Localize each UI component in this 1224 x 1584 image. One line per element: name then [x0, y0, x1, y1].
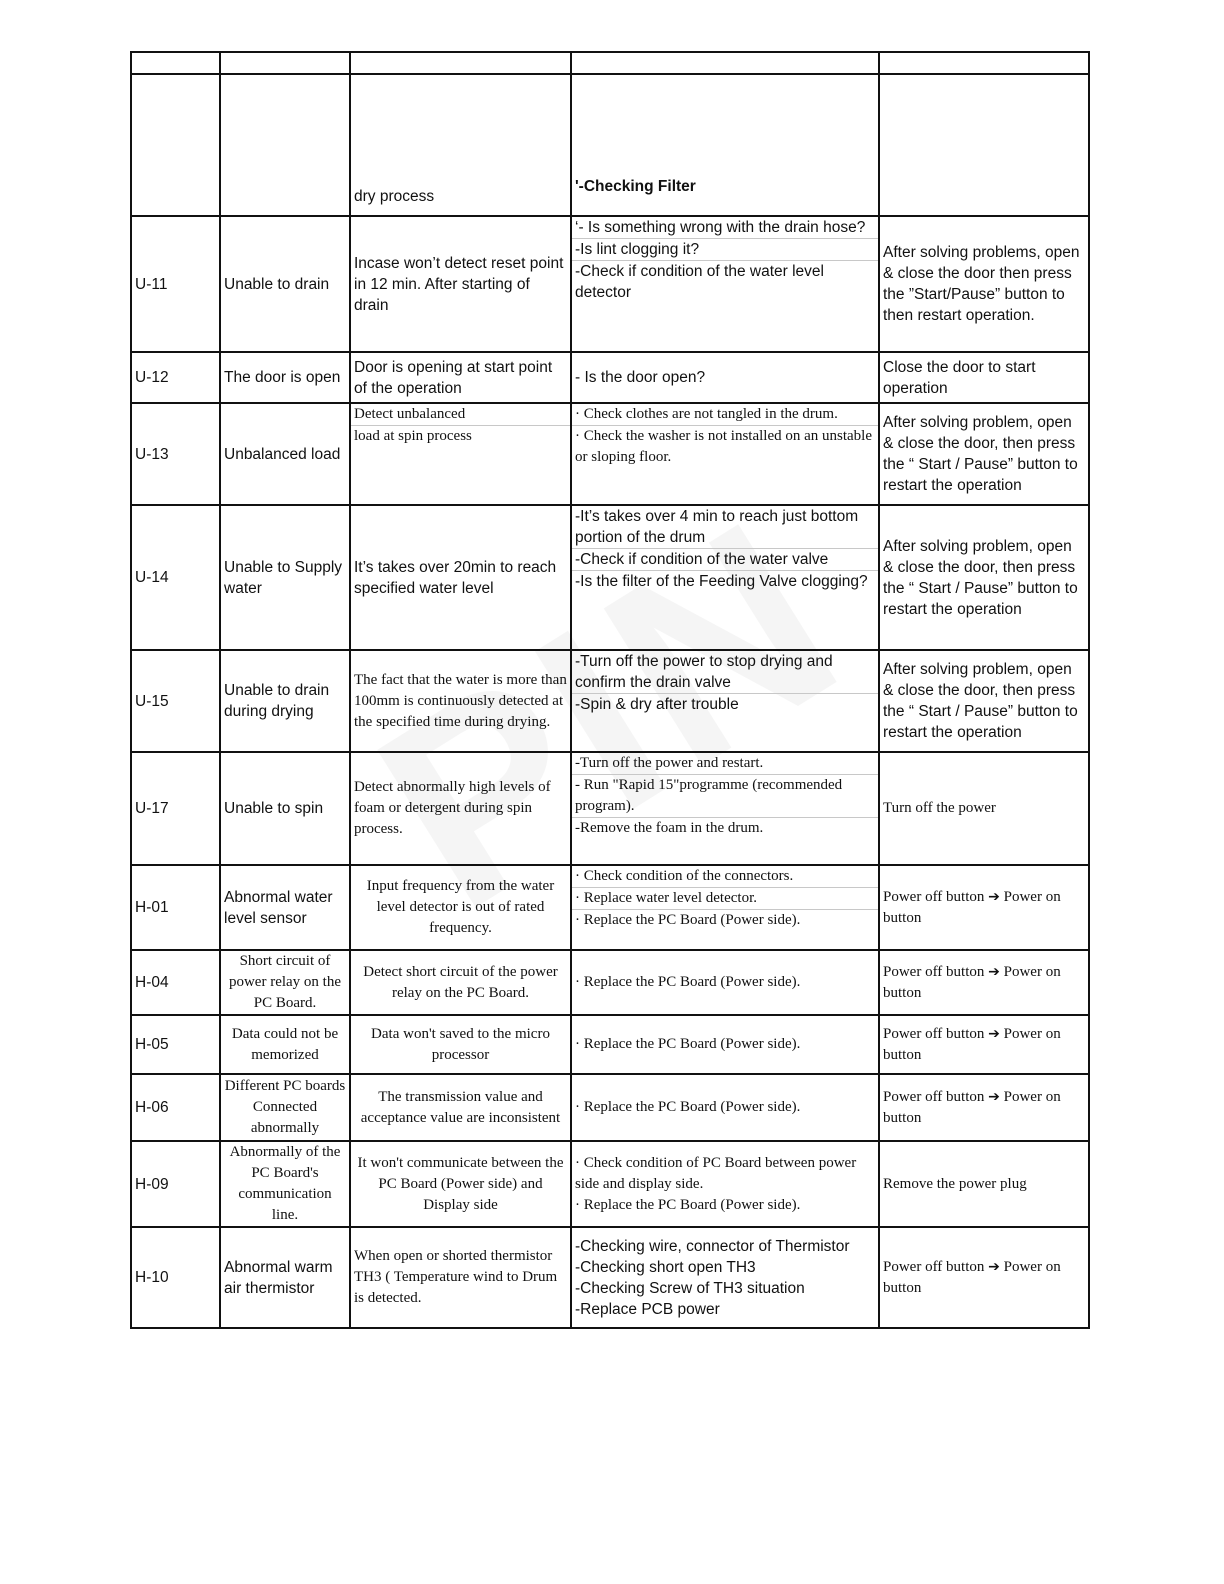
check-item: -Remove the foam in the drum. [572, 817, 878, 839]
check-item: -Is lint clogging it? [572, 238, 878, 260]
remedy: Remove the power plug [879, 1141, 1089, 1227]
cause-part: Detect unbalanced [354, 406, 466, 422]
check-item: -Turn off the power to stop drying and confirm the drain valve [575, 653, 833, 691]
error-cause [350, 403, 571, 505]
error-cause: When open or shorted thermistor TH3 ( Temperature wind to Drum is detected. [350, 1227, 571, 1328]
error-code: U-17 [131, 752, 220, 865]
error-code: U-12 [131, 352, 220, 403]
error-code: H-05 [131, 1015, 220, 1074]
error-cause: Input frequency from the water level detector is out of rated frequency. [350, 865, 571, 950]
table-row [131, 352, 1089, 403]
check-list [571, 1141, 879, 1227]
remedy [879, 1015, 1089, 1074]
error-code: H-04 [131, 950, 220, 1015]
check-list [571, 752, 879, 865]
check-item: - Is the door open? [571, 352, 879, 403]
table-header-row [131, 52, 1089, 74]
error-cause: Detect abnormally high levels of foam or detergent during spin process. [350, 752, 571, 865]
check-list [571, 216, 879, 352]
check-item: - Run "Rapid 15"programme (recommended program). [572, 774, 878, 817]
remedy [879, 950, 1089, 1015]
check-item: · Check clothes are not tangled in the drum. [575, 406, 838, 422]
arrow-right-icon: ➔ [988, 888, 1000, 905]
header-cell [131, 52, 220, 74]
check-item: · Replace water level detector. [572, 887, 878, 909]
check-item: · Check condition of PC Board between power side and display side. [575, 1154, 857, 1192]
error-cause: It won't communicate between the PC Board (Power side) and Display side [350, 1141, 571, 1227]
remedy-step: Power off button [883, 888, 985, 905]
error-code: U-14 [131, 505, 220, 650]
table-row [131, 865, 1089, 950]
error-code: U-13 [131, 403, 220, 505]
error-code: H-01 [131, 865, 220, 950]
error-code: H-10 [131, 1227, 220, 1328]
remedy-step: Power off button [883, 1258, 985, 1275]
header-cell [350, 52, 571, 74]
check-item: -Is the filter of the Feeding Valve clogging? [572, 570, 878, 592]
table-row [131, 1015, 1089, 1074]
header-cell [571, 52, 879, 74]
remedy: After solving problems, open & close the door then press the ”Start/Pause” button to then restart operation. [879, 216, 1089, 352]
error-item: Short circuit of power relay on the PC Board. [220, 950, 350, 1015]
error-code: H-09 [131, 1141, 220, 1227]
check-item: -Check if condition of the water valve [572, 548, 878, 570]
check-item: -Spin & dry after trouble [572, 693, 878, 715]
table-row [131, 650, 1089, 752]
error-item: The door is open [220, 352, 350, 403]
error-item: Data could not be memorized [220, 1015, 350, 1074]
remedy-step: Power off button [883, 963, 985, 980]
error-item: Unable to drain [220, 216, 350, 352]
remedy: Close the door to start operation [879, 352, 1089, 403]
action-cell [879, 74, 1089, 216]
remedy-step: Power off button [883, 1025, 985, 1042]
check-list [571, 505, 879, 650]
check-item: · Replace the PC Board (Power side). [572, 909, 878, 931]
remedy: After solving problem, open & close the door, then press the “ Start / Pause” button to restart the operation [879, 403, 1089, 505]
arrow-right-icon: ➔ [988, 963, 1000, 980]
check-item: -Checking Screw of TH3 situation [575, 1279, 805, 1297]
remedy-step: Power on button [883, 963, 1061, 1001]
check-item: -Turn off the power and restart. [575, 755, 764, 771]
check-item: · Check the washer is not installed on an unstable or sloping floor. [572, 425, 878, 468]
table-row [131, 1074, 1089, 1141]
table-row [131, 950, 1089, 1015]
check-item: · Replace the PC Board (Power side). [575, 1196, 801, 1213]
error-cause: The transmission value and acceptance value are inconsistent [350, 1074, 571, 1141]
error-item: Abnormally of the PC Board's communication line. [220, 1141, 350, 1227]
arrow-right-icon: ➔ [988, 1025, 1000, 1042]
item-cell [220, 74, 350, 216]
remedy [879, 1074, 1089, 1141]
error-code-table [130, 51, 1090, 1329]
error-code: U-11 [131, 216, 220, 352]
remedy [879, 1227, 1089, 1328]
error-code: U-15 [131, 650, 220, 752]
error-cause: It’s takes over 20min to reach specified water level [350, 505, 571, 650]
check-item: -Checking short open TH3 [575, 1258, 756, 1276]
check-cell: '-Checking Filter [571, 74, 879, 216]
remedy-step: Power off button [883, 1088, 985, 1105]
check-item: -It’s takes over 4 min to reach just bottom portion of the drum [575, 508, 859, 546]
error-cause: Door is opening at start point of the operation [350, 352, 571, 403]
check-item: · Replace the PC Board (Power side). [571, 1015, 879, 1074]
remedy-step: Power on button [883, 1025, 1061, 1063]
error-item: Unable to Supply water [220, 505, 350, 650]
check-item: -Checking wire, connector of Thermistor [575, 1237, 850, 1255]
table-row [131, 403, 1089, 505]
code-cell [131, 74, 220, 216]
remedy [879, 865, 1089, 950]
table-row [131, 505, 1089, 650]
remedy: After solving problem, open & close the door, then press the “ Start / Pause” button to restart the operation [879, 505, 1089, 650]
cause-part: load at spin process [351, 425, 570, 447]
remedy-step: Power on button [883, 1258, 1061, 1296]
cause-cell: dry process [350, 74, 571, 216]
error-item: Unable to drain during drying [220, 650, 350, 752]
check-item: -Replace PCB power [575, 1300, 720, 1318]
remedy: Turn off the power [879, 752, 1089, 865]
check-item: · Check condition of the connectors. [575, 868, 794, 884]
error-cause: Incase won’t detect reset point in 12 min. After starting of drain [350, 216, 571, 352]
check-item: · Replace the PC Board (Power side). [571, 950, 879, 1015]
error-item: Unbalanced load [220, 403, 350, 505]
error-item: Abnormal water level sensor [220, 865, 350, 950]
header-cell [220, 52, 350, 74]
error-item: Unable to spin [220, 752, 350, 865]
remedy: After solving problem, open & close the door, then press the “ Start / Pause” button to restart the operation [879, 650, 1089, 752]
table-row [131, 74, 1089, 216]
error-item: Abnormal warm air thermistor [220, 1227, 350, 1328]
check-item: · Replace the PC Board (Power side). [571, 1074, 879, 1141]
check-list [571, 1227, 879, 1328]
check-list [571, 650, 879, 752]
header-cell [879, 52, 1089, 74]
check-item: ‘- Is something wrong with the drain hose? [575, 219, 866, 236]
error-item: Different PC boards Connected abnormally [220, 1074, 350, 1141]
arrow-right-icon: ➔ [988, 1258, 1000, 1275]
arrow-right-icon: ➔ [988, 1088, 1000, 1105]
error-cause: Data won't saved to the micro processor [350, 1015, 571, 1074]
error-cause: Detect short circuit of the power relay on the PC Board. [350, 950, 571, 1015]
table-row [131, 1141, 1089, 1227]
table-row [131, 752, 1089, 865]
error-code: H-06 [131, 1074, 220, 1141]
remedy-step: Power on button [883, 888, 1061, 926]
check-list [571, 403, 879, 505]
check-item: -Check if condition of the water level detector [572, 260, 878, 303]
error-cause: The fact that the water is more than 100mm is continuously detected at the specified time during drying. [350, 650, 571, 752]
remedy-step: Power on button [883, 1088, 1061, 1126]
table-row [131, 1227, 1089, 1328]
check-list [571, 865, 879, 950]
table-row [131, 216, 1089, 352]
